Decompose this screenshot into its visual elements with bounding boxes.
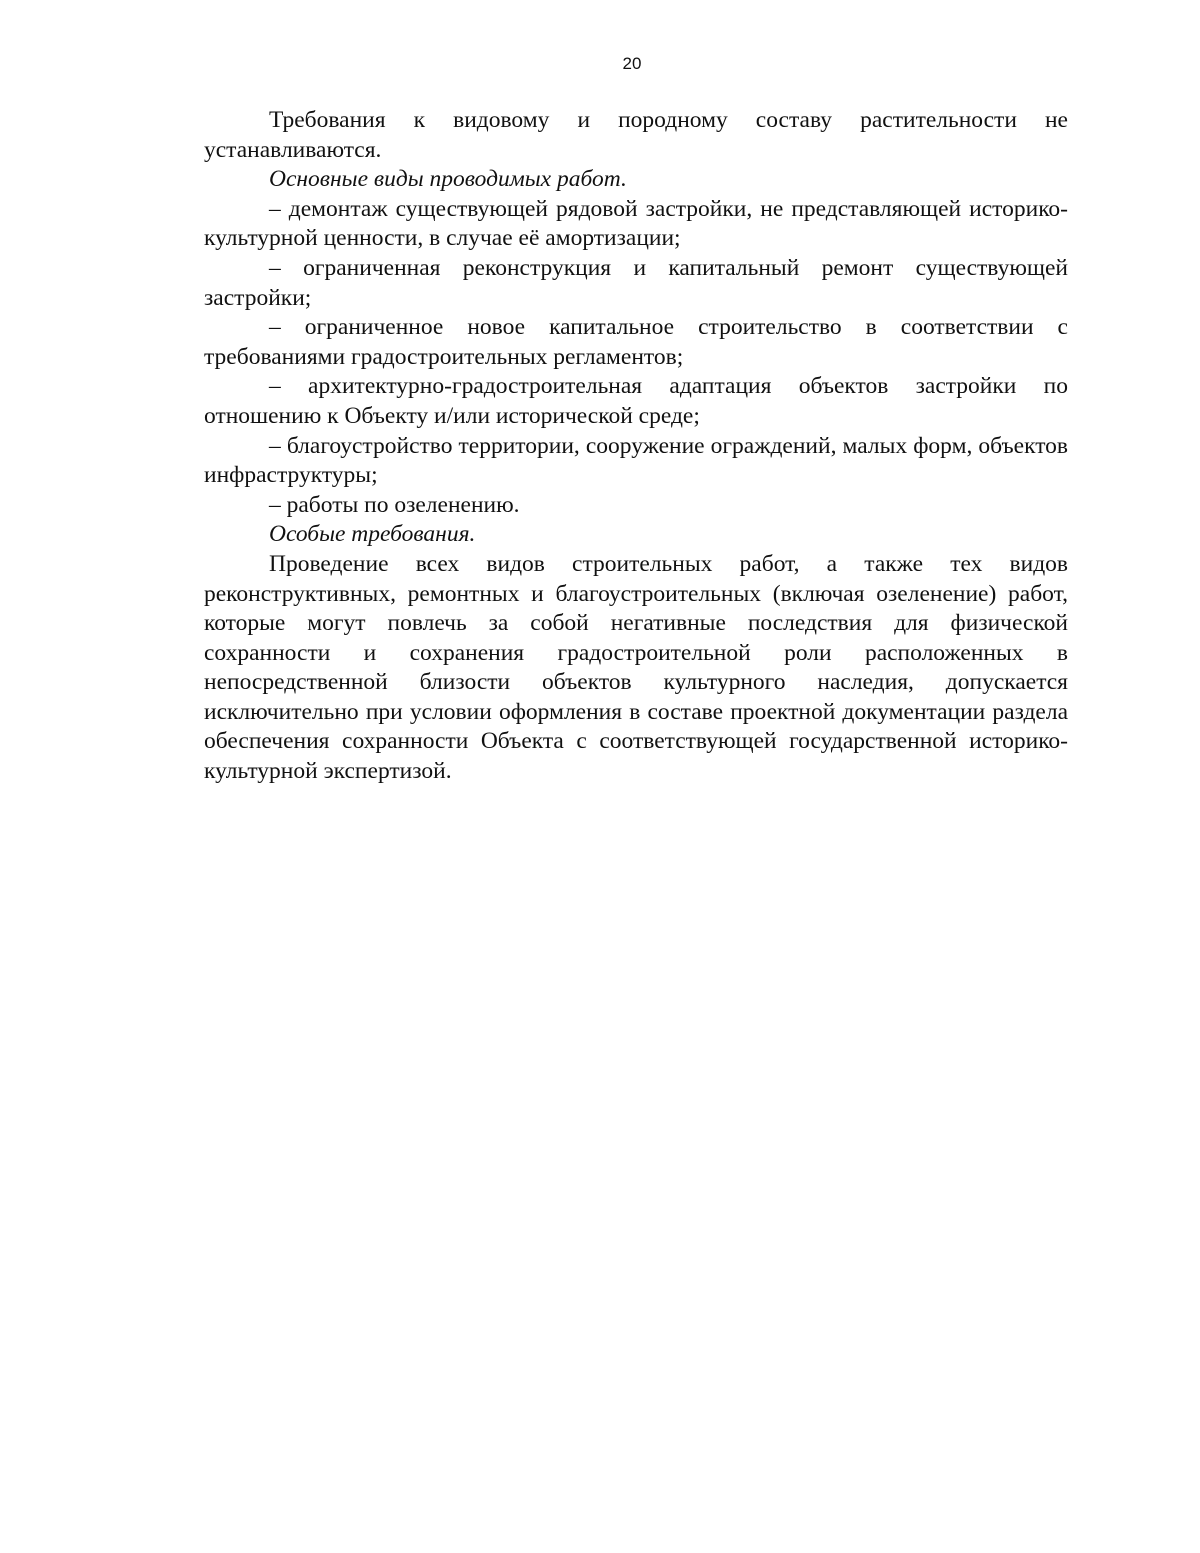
list-item-reconstruction: – ограниченная реконструкция и капитальный ремонт существующей застройки; bbox=[204, 254, 1068, 311]
list-item-greening: – работы по озеленению. bbox=[269, 491, 520, 518]
heading-main-works: Основные виды проводимых работ. bbox=[269, 166, 627, 193]
list-item-adaptation: – архитектурно-градостроительная адаптация объектов застройки по отношению к Объекту и/или исторической среде; bbox=[204, 373, 1068, 429]
paragraph-special-requirements: Проведение всех видов строительных работ, а также тех видов реконструктивных, ремонтных и благоустроительных (включая озеленение) работ, которые могут повлечь за собой негативные последствия для физической сохранности и сохранения градостроительной роли расположенных в непосредственной близости объектов культурного наследия, допускается исключительно при условии оформления в составе проектной документации раздела обеспечения сохранности Объекта с соответствующей государственной историко-культурной экспертизой. bbox=[204, 550, 1068, 785]
page-number: 20 bbox=[622, 54, 642, 73]
paragraph-vegetation-requirements: Требования к видовому и породному составу растительности не устанавливаются. bbox=[204, 107, 1068, 163]
list-item-landscaping: – благоустройство территории, сооружение ограждений, малых форм, объектов инфраструктуры; bbox=[204, 432, 1068, 489]
list-item-demolition: – демонтаж существующей рядовой застройки, не представляющей историко-культурной ценности, в случае её амортизации; bbox=[204, 195, 1068, 252]
heading-special-requirements: Особые требования. bbox=[269, 521, 476, 548]
document-body bbox=[204, 106, 1068, 787]
list-item-new-construction: – ограниченное новое капитальное строительство в соответствии с требованиями градостроительных регламентов; bbox=[204, 314, 1068, 370]
